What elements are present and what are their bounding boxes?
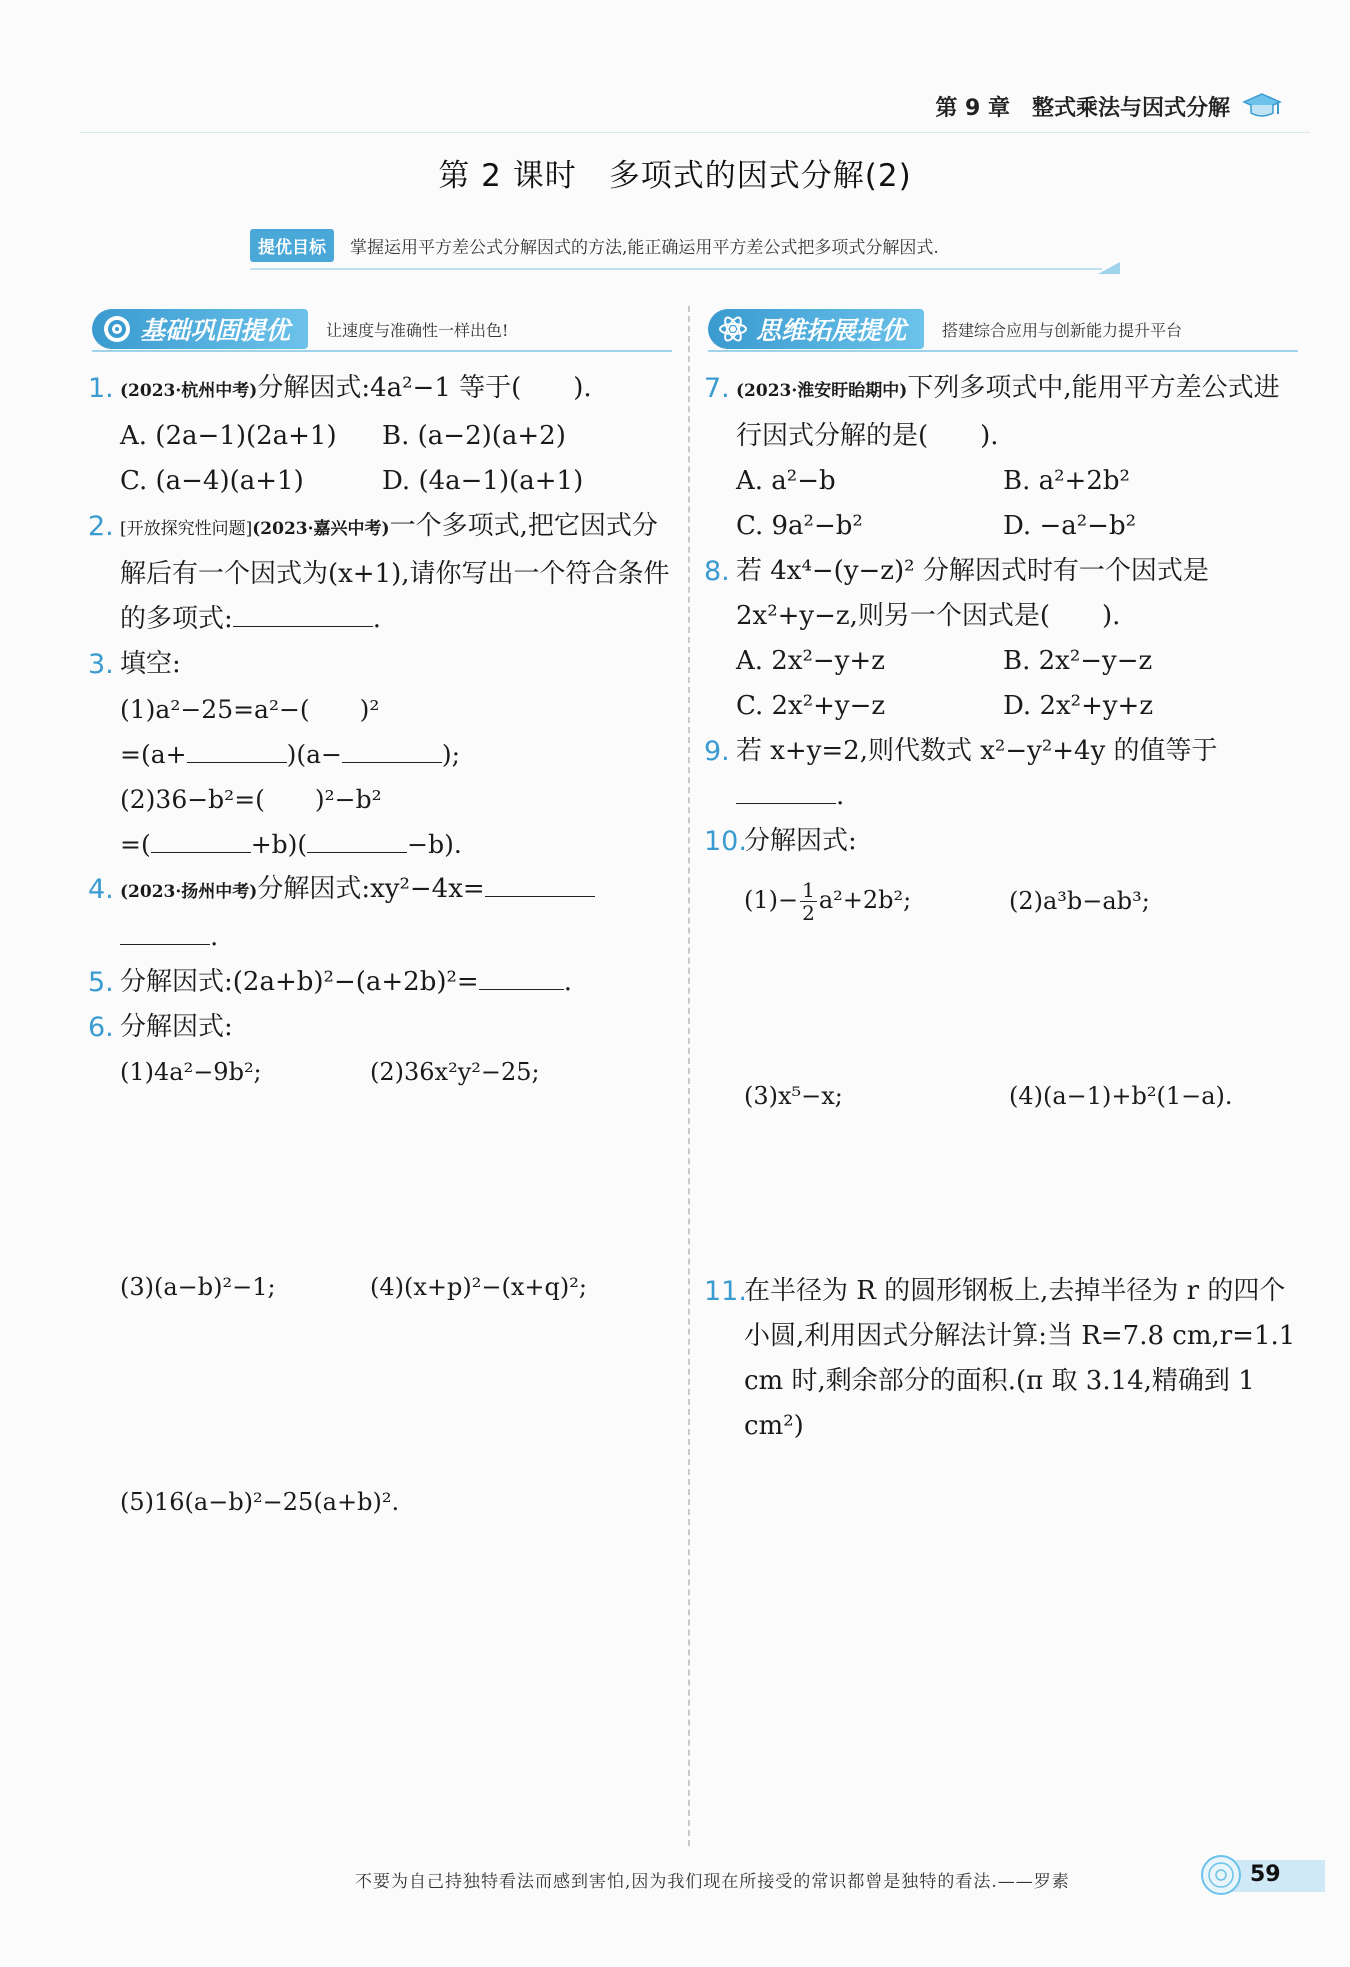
- question-3: [88, 642, 672, 867]
- answer-blank[interactable]: [187, 733, 287, 763]
- banner-title: 思维拓展提优: [756, 316, 907, 345]
- banner-subtitle: 让速度与准确性一样出色!: [326, 320, 509, 340]
- question-source: (2023·杭州中考): [120, 381, 258, 401]
- question-text: 分解因式:: [120, 1012, 233, 1042]
- question-number: 8.: [704, 556, 730, 587]
- question-8: [704, 549, 1298, 729]
- option-b: B. 2x²−y−z: [1003, 646, 1153, 676]
- subproblem-4: (4)(a−1)+b²(1−a).: [1009, 1082, 1233, 1110]
- atom-icon: [718, 314, 748, 344]
- question-source: (2023·淮安盱眙期中): [736, 381, 908, 401]
- question-text: 若 x+y=2,则代数式 x²−y²+4y 的值等于: [736, 736, 1218, 766]
- option-c: C. 2x²+y−z: [736, 691, 886, 721]
- graduation-cap-icon: [1242, 90, 1282, 122]
- option-a: A. (2a−1)(2a+1): [120, 421, 337, 451]
- question-text: 分解因式:4a²−1 等于( ).: [257, 373, 592, 403]
- option-b: B. (a−2)(a+2): [382, 421, 566, 451]
- answer-blank[interactable]: [307, 823, 407, 853]
- subproblem-2: (2)a³b−ab³;: [1009, 886, 1150, 915]
- subproblem-row: [92, 1480, 672, 1525]
- fill-line-4: =( +b)( −b).: [92, 822, 672, 867]
- question-9: 9. 若 x+y=2,则代数式 x²−y²+4y 的值等于 .: [708, 729, 1298, 819]
- option-a: A. a²−b: [736, 466, 836, 496]
- answer-blank[interactable]: [342, 733, 442, 763]
- answer-blank[interactable]: [120, 915, 210, 945]
- subproblem-row: [708, 1074, 1298, 1119]
- answer-blank[interactable]: [479, 960, 564, 990]
- question-number: 11.: [704, 1276, 747, 1307]
- chapter-title: 第 9 章 整式乘法与因式分解: [935, 95, 1230, 121]
- question-source: (2023·扬州中考): [120, 882, 258, 902]
- left-column: [88, 306, 672, 1525]
- banner-pill: [92, 309, 308, 349]
- subproblem-row: [92, 1265, 672, 1310]
- option-c: C. (a−4)(a+1): [120, 466, 304, 496]
- question-text: 在半径为 R 的圆形钢板上,去掉半径为 r 的四个小圆,利用因式分解法计算:当 R=7.8 cm,r=1.1 cm 时,剩余部分的面积.(π 取 3.14,精确到 1 cm²): [744, 1276, 1296, 1441]
- subproblem-3: (3)x⁵−x;: [744, 1082, 843, 1110]
- subproblem-1: (1)4a²−9b²;: [120, 1058, 262, 1086]
- subproblem-1: (1)− $\frac{1}{2}$ a²+2b²;: [744, 878, 912, 925]
- header-rule: [80, 132, 1310, 133]
- question-text: 若 4x⁴−(y−z)² 分解因式时有一个因式是 2x²+y−z,则另一个因式是( ).: [736, 556, 1209, 631]
- question-text: 分解因式:: [744, 826, 857, 856]
- question-tag: [开放探究性问题]: [120, 519, 253, 539]
- question-number: 10.: [704, 826, 747, 857]
- option-d: D. 2x²+y+z: [1003, 691, 1154, 721]
- learning-goal: [250, 224, 1120, 266]
- subproblem-row: [92, 1050, 672, 1095]
- option-c: C. 9a²−b²: [736, 511, 863, 541]
- footer-quote: 不要为自己持独特看法而感到害怕,因为我们现在所接受的常识都曾是独特的看法.——罗素: [355, 1872, 1070, 1892]
- question-number: 3.: [88, 649, 114, 680]
- disc-icon: [1200, 1854, 1242, 1896]
- question-number: 2.: [88, 511, 114, 542]
- corner-triangle-icon: [1098, 262, 1120, 274]
- question-1: [88, 366, 672, 504]
- section-banner-extension: [708, 306, 1298, 352]
- subproblem-row: [708, 878, 1298, 924]
- page-number: 59: [1250, 1862, 1281, 1887]
- subproblem-5: (5)16(a−b)²−25(a+b)².: [120, 1488, 400, 1516]
- question-number: 6.: [88, 1012, 114, 1043]
- banner-pill: [708, 309, 924, 349]
- section-banner-basic: [92, 306, 672, 352]
- question-number: 9.: [704, 736, 730, 767]
- banner-subtitle: 搭建综合应用与创新能力提升平台: [942, 320, 1183, 340]
- question-number: 5.: [88, 967, 114, 998]
- question-text: 下列多项式中,能用平方差公式进行因式分解的是( ).: [736, 373, 1280, 451]
- question-6: [88, 1005, 672, 1525]
- question-number: 7.: [704, 373, 730, 404]
- right-column: [704, 306, 1298, 1449]
- fill-line-1: (1)a²−25=a²−( )²: [120, 695, 380, 724]
- option-a: A. 2x²−y+z: [736, 646, 885, 676]
- goal-underline: [250, 268, 1102, 270]
- question-text: 填空:: [120, 649, 181, 679]
- question-7: [704, 366, 1298, 549]
- question-text: 分解因式:xy²−4x=: [257, 874, 485, 904]
- subproblem-3: (3)(a−b)²−1;: [120, 1273, 276, 1301]
- option-d: D. (4a−1)(a+1): [382, 466, 584, 496]
- goal-text: 掌握运用平方差公式分解因式的方法,能正确运用平方差公式把多项式分解因式.: [350, 237, 939, 258]
- question-2: 2. [开放探究性问题](2023·嘉兴中考)一个多项式,把它因式分解后有一个因式为(x+1),请你写出一个符合条件的多项式: .: [92, 504, 672, 642]
- question-11: [704, 1269, 1298, 1449]
- question-text: 分解因式:(2a+b)²−(a+2b)²=: [120, 967, 479, 997]
- banner-title: 基础巩固提优: [140, 316, 291, 345]
- option-b: B. a²+2b²: [1003, 466, 1130, 496]
- question-5: 5. 分解因式:(2a+b)²−(a+2b)²= .: [92, 960, 672, 1005]
- lesson-title: 第 2 课时 多项式的因式分解(2): [438, 158, 912, 194]
- question-source: (2023·嘉兴中考): [252, 519, 390, 539]
- subproblem-2: (2)36x²y²−25;: [370, 1058, 540, 1086]
- fill-line-3: (2)36−b²=( )²−b²: [120, 785, 382, 814]
- goal-badge: 提优目标: [250, 229, 334, 262]
- answer-blank[interactable]: [151, 823, 251, 853]
- answer-blank[interactable]: [233, 597, 373, 627]
- answer-blank[interactable]: [736, 774, 836, 804]
- banner-rule: [708, 350, 1298, 352]
- target-icon: [102, 314, 132, 344]
- banner-rule: [92, 350, 672, 352]
- question-number: 1.: [88, 373, 114, 404]
- answer-blank[interactable]: [485, 867, 595, 897]
- subproblem-4: (4)(x+p)²−(x+q)²;: [370, 1273, 587, 1301]
- fill-line-2: =(a+ )(a− );: [92, 732, 672, 777]
- chapter-header: [935, 90, 1282, 122]
- option-d: D. −a²−b²: [1003, 511, 1137, 541]
- question-text: 一个多项式,把它因式分解后有一个因式为(x+1),请你写出一个符合条件的多项式:: [120, 511, 670, 634]
- question-10: [704, 819, 1298, 1119]
- page-number-badge: [1200, 1854, 1330, 1896]
- question-4: 4. (2023·扬州中考)分解因式:xy²−4x= .: [92, 867, 672, 960]
- column-divider: [688, 306, 690, 1846]
- question-number: 4.: [88, 874, 114, 905]
